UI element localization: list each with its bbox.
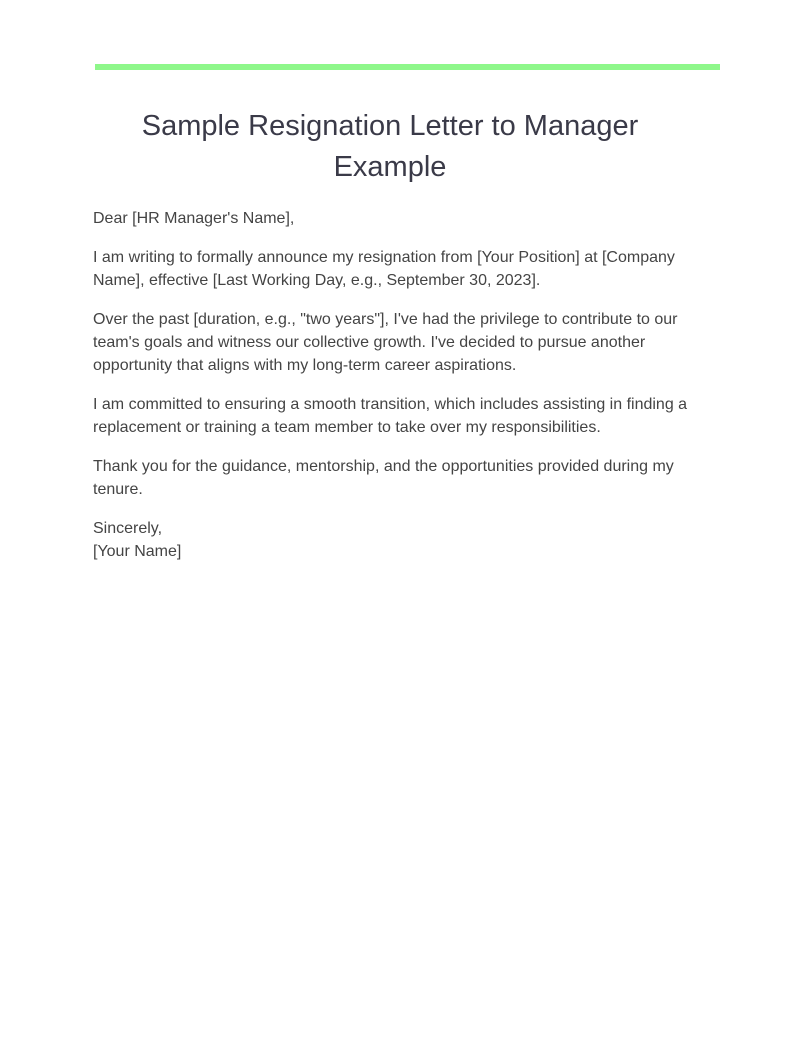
signature: [Your Name] [93, 543, 182, 560]
accent-bar [95, 64, 720, 70]
paragraph: Thank you for the guidance, mentorship, and the opportunities provided during my tenure. [93, 458, 674, 498]
closing: Sincerely, [93, 520, 163, 537]
paragraph: I am writing to formally announce my resignation from [Your Position] at [Company Name], effective [Last Working Day, e.g., September 30, 2023]. [93, 249, 675, 289]
letter-body [93, 207, 693, 563]
paragraph: I am committed to ensuring a smooth transition, which includes assisting in finding a replacement or training a team member to take over my responsibilities. [93, 396, 688, 436]
page-title: Sample Resignation Letter to Manager Example [141, 110, 639, 183]
paragraph: Over the past [duration, e.g., "two years"], I've had the privilege to contribute to our team's goals and witness our collective growth. I've decided to pursue another opportunity that aligns with my long-term career aspirations. [93, 311, 678, 374]
greeting: Dear [HR Manager's Name], [93, 210, 295, 227]
